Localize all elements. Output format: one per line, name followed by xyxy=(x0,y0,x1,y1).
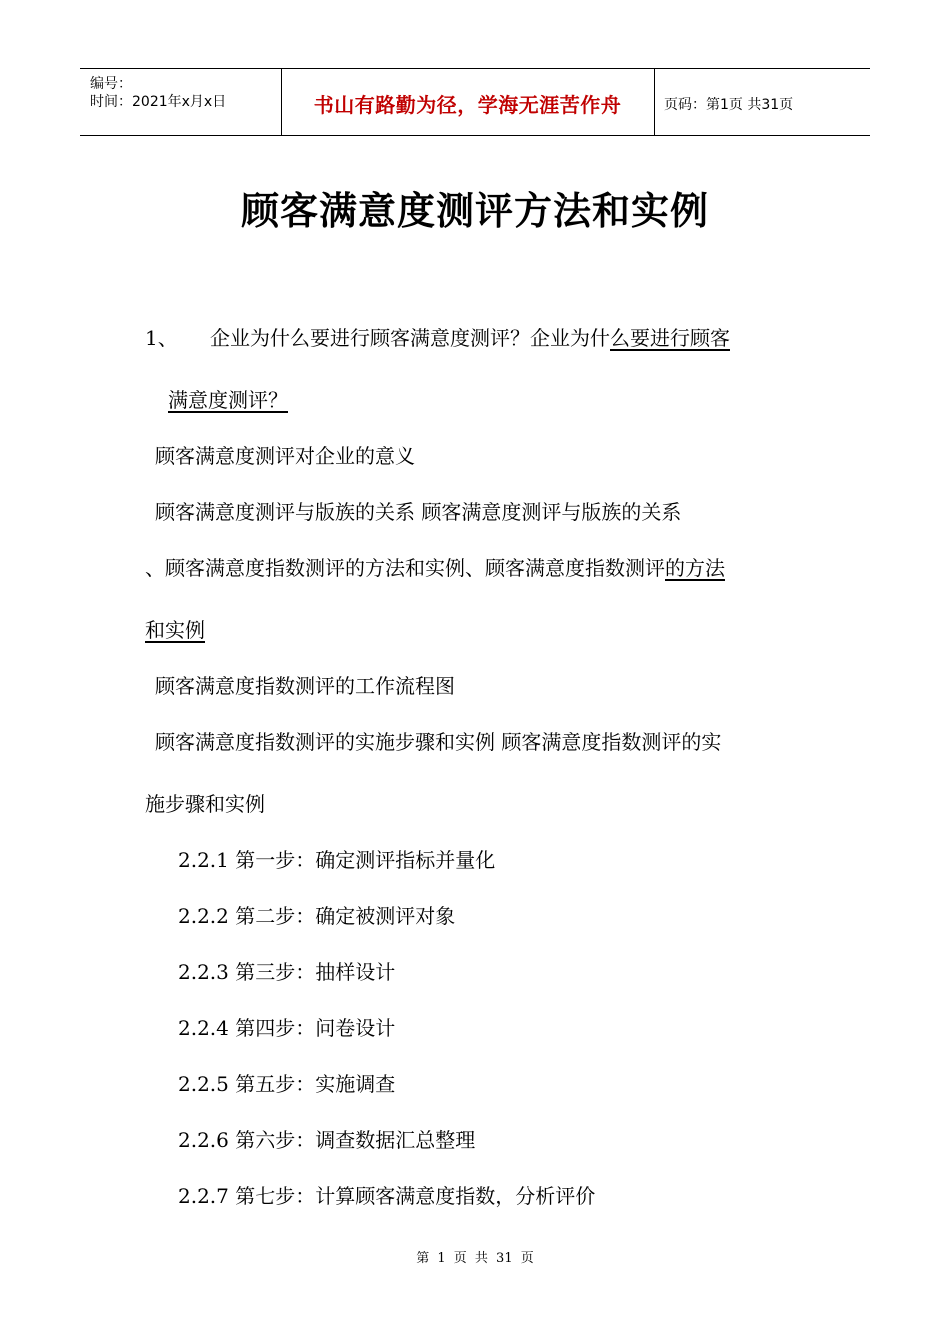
toc-step-5: 2.2.5 第五步：实施调查 xyxy=(178,1072,396,1096)
toc-item-2 xyxy=(145,552,725,581)
toc-item-1-underlined: 么要进行顾客 xyxy=(610,326,730,350)
page-title: 顾客满意度测评方法和实例 xyxy=(240,188,709,233)
page-info: 页码：第1页 共31页 xyxy=(664,97,794,113)
header-motto-cell xyxy=(281,69,655,135)
toc-item-1-text: 企业为什么要进行顾客满意度测评？企业为什 xyxy=(210,326,610,350)
toc-step-1: 2.2.1 第一步：确定测评指标并量化 xyxy=(178,848,496,872)
toc-item-1-number: 1、 xyxy=(145,326,178,350)
toc-item-2-2-continued: 施步骤和实例 xyxy=(145,792,265,816)
toc-item-1-1: 顾客满意度测评对企业的意义 xyxy=(155,444,415,468)
page-footer: 第 1 页 共 31 页 xyxy=(416,1251,534,1266)
toc-item-2-underlined: 的方法 xyxy=(665,556,725,580)
toc-item-1-continued: 满意度测评？ xyxy=(168,388,288,412)
toc-item-1 xyxy=(210,322,730,351)
toc-item-2-continued: 和实例 xyxy=(145,618,205,642)
toc-item-2-1: 顾客满意度指数测评的工作流程图 xyxy=(155,674,455,698)
toc-item-1-2: 顾客满意度测评与版族的关系 顾客满意度测评与版族的关系 xyxy=(155,500,682,524)
header-meta-cell xyxy=(80,69,282,135)
header-page-cell xyxy=(654,69,870,135)
toc-step-2: 2.2.2 第二步：确定被测评对象 xyxy=(178,904,456,928)
toc-step-4: 2.2.4 第四步：问卷设计 xyxy=(178,1016,396,1040)
toc-step-6: 2.2.6 第六步：调查数据汇总整理 xyxy=(178,1128,476,1152)
document-header xyxy=(80,68,870,136)
toc-step-3: 2.2.3 第三步：抽样设计 xyxy=(178,960,396,984)
toc-step-7: 2.2.7 第七步：计算顾客满意度指数，分析评价 xyxy=(178,1184,596,1208)
toc-item-2-2: 顾客满意度指数测评的实施步骤和实例 顾客满意度指数测评的实 xyxy=(155,730,722,754)
time-label: 时间：2021年x月x日 xyxy=(90,94,227,110)
motto: 书山有路勤为径，学海无涯苦作舟 xyxy=(313,93,622,117)
number-label: 编号： xyxy=(90,76,132,92)
toc-item-2-text: 、顾客满意度指数测评的方法和实例、顾客满意度指数测评 xyxy=(145,556,665,580)
